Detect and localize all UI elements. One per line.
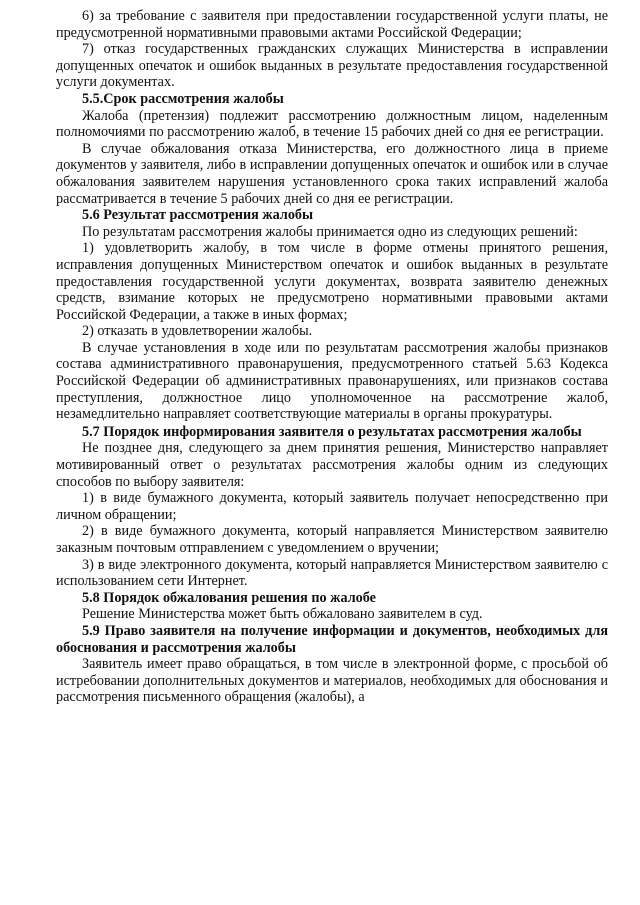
heading-5-6: 5.6 Результат рассмотрения жалобы	[82, 207, 314, 224]
paragraph-response-intro: Не позднее дня, следующего за днем принятия решения, Министерство направляет мотивированный ответ о результатах рассмотрения жалобы одним из следующих способов по выбору заявителя:	[56, 440, 608, 490]
heading-5-8: 5.8 Порядок обжалования решения по жалобе	[82, 589, 376, 606]
heading-5-9: 5.9 Право заявителя на получение информации и документов, необходимых для обоснования и рассмотрения жалобы	[56, 622, 608, 656]
paragraph-decisions-intro: По результатам рассмотрения жалобы принимается одно из следующих решений:	[82, 223, 578, 240]
paragraph-item-7: 7) отказ государственных гражданских служащих Министерства в исправлении допущенных опечаток и ошибок выданных в результате предоставления государственной услуги документах.	[56, 41, 608, 91]
paragraph-response-2: 2) в виде бумажного документа, который направляется Министерством заявителю заказным почтовым отправлением с уведомлением о вручении;	[56, 523, 608, 556]
paragraph-item-6: 6) за требование с заявителя при предоставлении государственной услуги платы, не предусмотренной нормативными правовыми актами Российской Федерации;	[56, 8, 608, 41]
paragraph-response-1: 1) в виде бумажного документа, который заявитель получает непосредственно при личном обращении;	[56, 490, 608, 523]
paragraph-prosecution: В случае установления в ходе или по результатам рассмотрения жалобы признаков состава административного правонарушения, предусмотренного статьей 5.63 Кодекса Российской Федерации об административных правонарушениях, или признаков состава преступления, должностное лицо уполномоченное на рассмотрение жалоб, незамедлительно направляет соответствующие материалы в органы прокуратуры.	[56, 339, 608, 423]
paragraph-refusal-term: В случае обжалования отказа Министерства, его должностного лица в приеме документов у заявителя, либо в исправлении допущенных опечаток и ошибок или в случае обжалования заявителем нарушения установленного срока таких исправлений жалоба рассматривается в течение 5 рабочих дней со дня ее регистрации.	[56, 140, 608, 207]
paragraph-decision-2: 2) отказать в удовлетворении жалобы.	[82, 323, 313, 340]
heading-5-5: 5.5.Срок рассмотрения жалобы	[82, 90, 284, 107]
paragraph-right-to-request: Заявитель имеет право обращаться, в том числе в электронной форме, с просьбой об истребовании дополнительных документов и материалов, необходимых для обоснования и рассмотрения письменного обращения (жалобы), а	[56, 656, 608, 706]
paragraph-complaint-term: Жалоба (претензия) подлежит рассмотрению должностным лицом, наделенным полномочиями по рассмотрению жалоб, в течение 15 рабочих дней со дня ее регистрации.	[56, 107, 608, 141]
paragraph-decision-1: 1) удовлетворить жалобу, в том числе в форме отмены принятого решения, исправления допущенных Министерством опечаток и ошибок выданных в результате предоставления государственной услуги документах, возврата заявителю денежных средств, взимание которых не предусмотрено нормативными правовыми актами Российской Федерации, а также в иных формах;	[56, 240, 608, 323]
heading-5-7: 5.7 Порядок информирования заявителя о результатах рассмотрения жалобы	[82, 423, 582, 440]
paragraph-court-appeal: Решение Министерства может быть обжаловано заявителем в суд.	[82, 606, 483, 623]
paragraph-response-3: 3) в виде электронного документа, который направляется Министерством заявителю с использованием сети Интернет.	[56, 556, 608, 590]
